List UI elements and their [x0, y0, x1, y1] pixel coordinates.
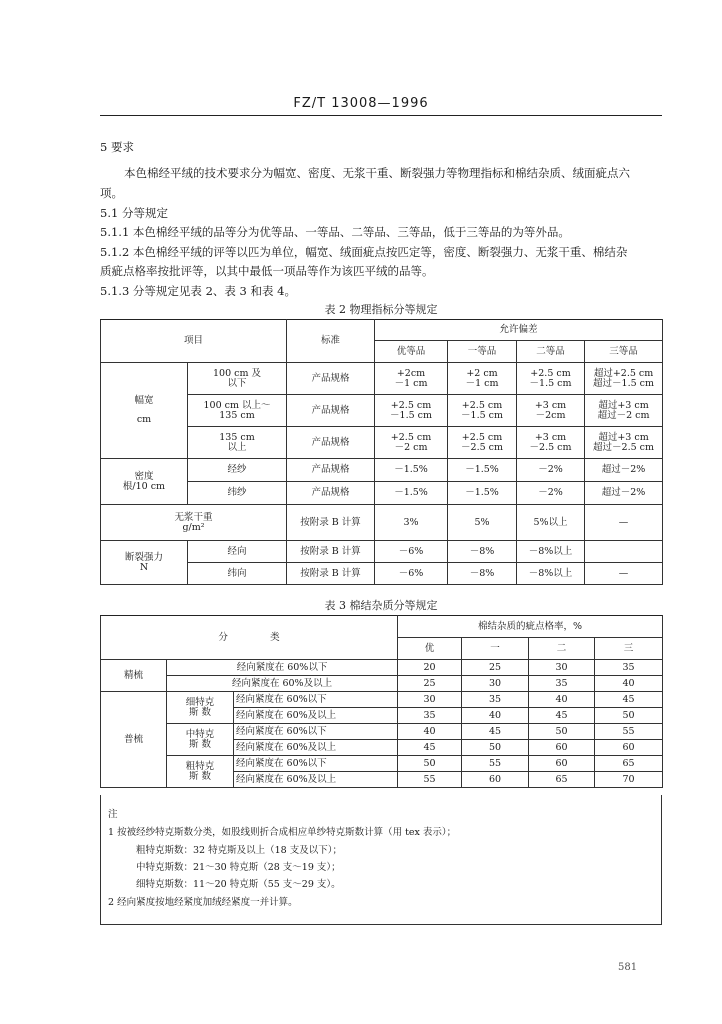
table-cell: 55	[462, 756, 529, 772]
width-3-g1: +2.5 cm －2 cm	[375, 427, 448, 459]
page-number: 581	[618, 962, 638, 973]
table-cell: 50	[398, 756, 462, 772]
width-range-2: 100 cm 以上～ 135 cm	[188, 395, 287, 427]
fine-above-60: 经向紧度在 60%及以上	[234, 708, 398, 724]
width-1-g4: 超过+2.5 cm 超过－1.5 cm	[585, 363, 663, 395]
density-weft-g1: －1.5%	[375, 482, 448, 505]
width-3-g3: +3 cm －2.5 cm	[517, 427, 585, 459]
table-2-physical-indicators	[100, 319, 663, 585]
table-cell: 45	[398, 740, 462, 756]
width-2-g2: +2.5 cm －1.5 cm	[448, 395, 517, 427]
density-weft-yarn: 纬纱	[188, 482, 287, 505]
dry-weight-label: 无浆干重 g/m²	[101, 505, 287, 541]
table-3-caption: 表 3 棉结杂质分等规定	[324, 599, 438, 612]
width-range-3: 135 cm 以上	[188, 427, 287, 459]
table-cell: 45	[595, 692, 663, 708]
table-cell: 60	[529, 740, 595, 756]
mid-above-60: 经向紧度在 60%及以上	[234, 740, 398, 756]
table-cell: 60	[462, 772, 529, 788]
combed-below-60: 经向紧度在 60%以下	[167, 660, 398, 676]
table-cell: 50	[529, 724, 595, 740]
table-cell: 55	[595, 724, 663, 740]
strength-warp-g2: －8%	[448, 541, 517, 563]
header-standard: 标准	[287, 320, 375, 363]
dry-weight-g2: 5%	[448, 505, 517, 541]
header-grade-first: 一等品	[448, 341, 517, 363]
strength-weft-g2: －8%	[448, 563, 517, 585]
section-5-1-heading: 5.1 分等规定	[100, 206, 168, 220]
width-3-standard: 产品规格	[287, 427, 375, 459]
width-1-g2: +2 cm －1 cm	[448, 363, 517, 395]
note-1-fine: 细特克斯数：11～20 特克斯（55 支～29 支）。	[136, 879, 341, 890]
width-1-standard: 产品规格	[287, 363, 375, 395]
table-cell: 35	[529, 676, 595, 692]
section-5-1-2-line1: 5.1.2 本色棉经平绒的评等以匹为单位，幅宽、绒面疵点按匹定等，密度、断裂强力、无浆干重、棉结杂	[100, 245, 628, 259]
table-cell: 45	[529, 708, 595, 724]
coarse-tex-label: 粗特克 斯 数	[167, 756, 234, 788]
header-item: 项目	[101, 320, 287, 363]
width-range-1: 100 cm 及 以下	[188, 363, 287, 395]
note-1-medium: 中特克斯数：21～30 特克斯（28 支～19 支）；	[136, 862, 341, 873]
coarse-above-60: 经向紧度在 60%及以上	[234, 772, 398, 788]
strength-weft: 纬向	[188, 563, 287, 585]
header-rule	[100, 115, 662, 116]
table-cell: 30	[398, 692, 462, 708]
header-allowed-deviation: 允许偏差	[375, 320, 663, 341]
note-1-coarse: 粗特克斯数：32 特克斯及以上（18 支及以下）；	[136, 845, 342, 856]
table-cell: 35	[595, 660, 663, 676]
dry-weight-g3: 5%以上	[517, 505, 585, 541]
section-5-heading: 5 要求	[100, 140, 134, 154]
notes-title: 注	[108, 809, 118, 820]
fine-tex-label: 细特克 斯 数	[167, 692, 234, 724]
strength-weft-g4: —	[585, 563, 663, 585]
width-2-g3: +3 cm －2cm	[517, 395, 585, 427]
header-grade-3: 二	[529, 638, 595, 660]
density-warp-g2: －1.5%	[448, 459, 517, 482]
combed-label: 精梳	[101, 660, 167, 692]
coarse-below-60: 经向紧度在 60%以下	[234, 756, 398, 772]
table-cell: 40	[398, 724, 462, 740]
density-label: 密度 根/10 cm	[101, 459, 188, 505]
table-3-neps-impurities	[100, 615, 663, 788]
section-5-1-2-line2: 质疵点格率按批评等，以其中最低一项品等作为该匹平绒的品等。	[100, 264, 434, 278]
strength-warp: 经向	[188, 541, 287, 563]
table-cell: 25	[398, 676, 462, 692]
table-cell: 60	[529, 756, 595, 772]
table-cell: 40	[595, 676, 663, 692]
density-warp-g3: －2%	[517, 459, 585, 482]
table-cell: 70	[595, 772, 663, 788]
table-cell: 50	[595, 708, 663, 724]
table-cell: 60	[595, 740, 663, 756]
table-cell: 50	[462, 740, 529, 756]
fine-below-60: 经向紧度在 60%以下	[234, 692, 398, 708]
strength-warp-standard: 按附录 B 计算	[287, 541, 375, 563]
table-cell: 65	[529, 772, 595, 788]
dry-weight-standard: 按附录 B 计算	[287, 505, 375, 541]
dry-weight-g1: 3%	[375, 505, 448, 541]
width-1-g3: +2.5 cm －1.5 cm	[517, 363, 585, 395]
strength-warp-g4	[585, 541, 663, 563]
table-cell: 40	[529, 692, 595, 708]
strength-label: 断裂强力 N	[101, 541, 188, 585]
table-cell: 65	[595, 756, 663, 772]
table-2-caption: 表 2 物理指标分等规定	[324, 303, 438, 316]
table-cell: 55	[398, 772, 462, 788]
density-weft-g3: －2%	[517, 482, 585, 505]
width-3-g2: +2.5 cm －2.5 cm	[448, 427, 517, 459]
header-grade-premium: 优等品	[375, 341, 448, 363]
section-5-1-1: 5.1.1 本色棉经平绒的品等分为优等品、一等品、二等品、三等品，低于三等品的为等外品。	[100, 225, 570, 239]
density-weft-standard: 产品规格	[287, 482, 375, 505]
carded-label: 普梳	[101, 692, 167, 788]
table-cell: 25	[462, 660, 529, 676]
strength-warp-g3: －8%以上	[517, 541, 585, 563]
document-code: FZ/T 13008—1996	[293, 96, 429, 111]
strength-weft-g1: －6%	[375, 563, 448, 585]
section-5-text-line1: 本色棉经平绒的技术要求分为幅宽、密度、无浆干重、断裂强力等物理指标和棉结杂质、绒面疵点六	[124, 166, 630, 180]
header-grade-second: 二等品	[517, 341, 585, 363]
density-warp-yarn: 经纱	[188, 459, 287, 482]
width-3-g4: 超过+3 cm 超过－2.5 cm	[585, 427, 663, 459]
header-grade-2: 一	[462, 638, 529, 660]
density-weft-g4: 超过－2%	[585, 482, 663, 505]
note-2: 2 经向紧度按地经紧度加绒经紧度一并计算。	[108, 897, 298, 908]
density-warp-standard: 产品规格	[287, 459, 375, 482]
header-class: 分 类	[101, 616, 398, 660]
width-2-g1: +2.5 cm －1.5 cm	[375, 395, 448, 427]
strength-weft-standard: 按附录 B 计算	[287, 563, 375, 585]
header-grade-1: 优	[398, 638, 462, 660]
table-cell: 40	[462, 708, 529, 724]
density-warp-g4: 超过－2%	[585, 459, 663, 482]
dry-weight-g4: —	[585, 505, 663, 541]
table-cell: 35	[462, 692, 529, 708]
width-label: 幅宽 cm	[101, 363, 188, 459]
section-5-1-3: 5.1.3 分等规定见表 2、表 3 和表 4。	[100, 284, 296, 298]
section-5-text-line2: 项。	[100, 186, 123, 200]
header-grade-third: 三等品	[585, 341, 663, 363]
mid-tex-label: 中特克 斯 数	[167, 724, 234, 756]
combed-above-60: 经向紧度在 60%及以上	[167, 676, 398, 692]
width-1-g1: +2cm －1 cm	[375, 363, 448, 395]
table-cell: 20	[398, 660, 462, 676]
width-2-g4: 超过+3 cm 超过－2 cm	[585, 395, 663, 427]
density-warp-g1: －1.5%	[375, 459, 448, 482]
table-cell: 30	[462, 676, 529, 692]
width-2-standard: 产品规格	[287, 395, 375, 427]
table-cell: 45	[462, 724, 529, 740]
table-cell: 35	[398, 708, 462, 724]
density-weft-g2: －1.5%	[448, 482, 517, 505]
strength-weft-g3: －8%以上	[517, 563, 585, 585]
note-1: 1 按被经纱特克斯数分类，如股线则折合成相应单纱特克斯数计算（用 tex 表示）；	[108, 827, 457, 838]
table-cell: 30	[529, 660, 595, 676]
mid-below-60: 经向紧度在 60%以下	[234, 724, 398, 740]
header-grade-4: 三	[595, 638, 663, 660]
header-defect-rate: 棉结杂质的疵点格率，%	[398, 616, 663, 638]
strength-warp-g1: －6%	[375, 541, 448, 563]
